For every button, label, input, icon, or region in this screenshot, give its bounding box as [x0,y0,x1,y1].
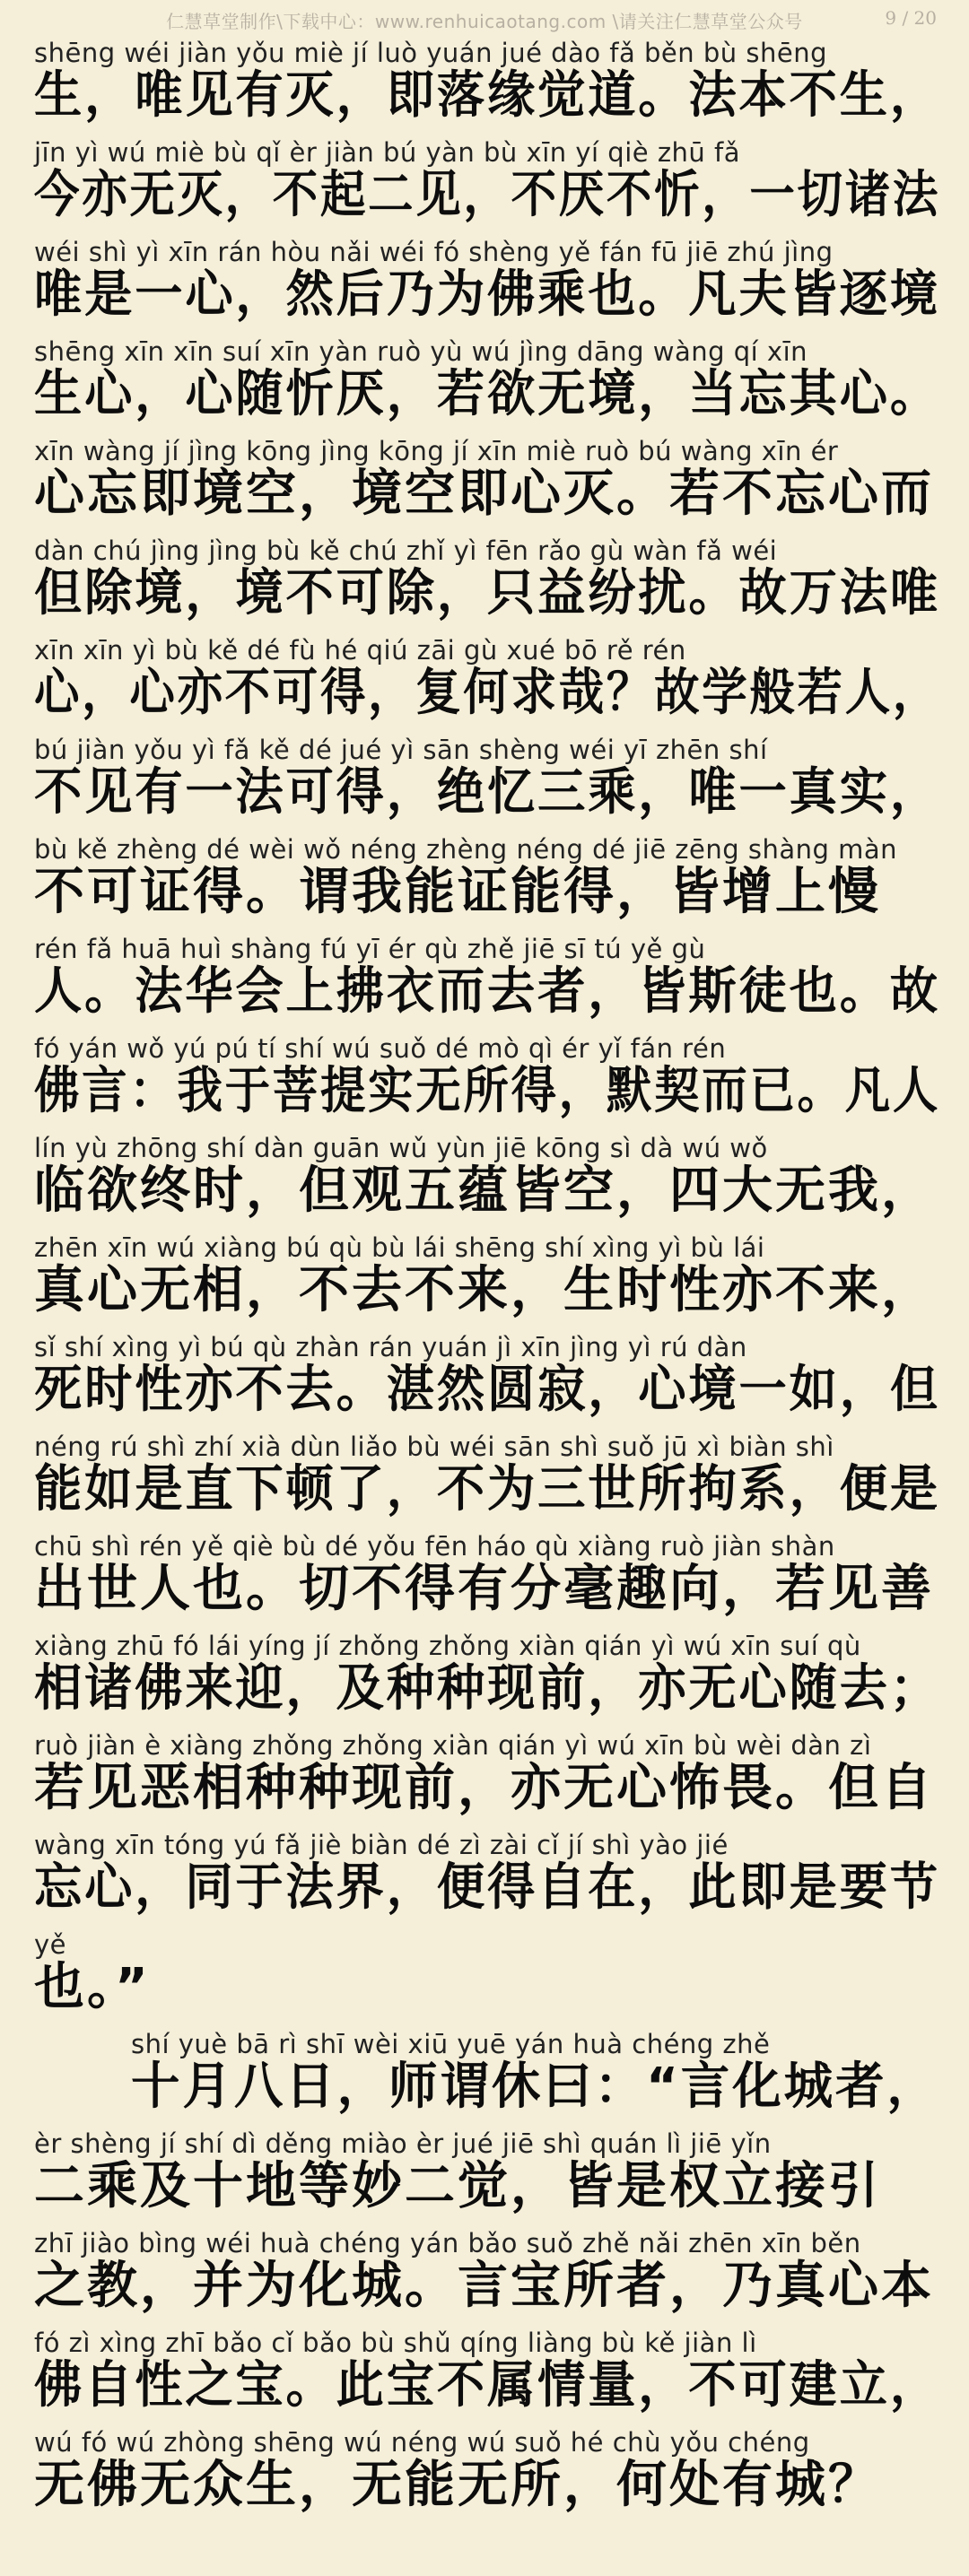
chinese-text: 生心，心随忻厌，若欲无境，当忘其心。 [34,365,940,423]
chinese-text: 十月八日，师谓休曰：“言化城者， [131,2058,938,2116]
text-line [34,1924,940,2023]
pinyin-annotation: dàn chú jìng jìng bù kě chú zhǐ yì fēn rǎo gù wàn fǎ wéi [34,535,778,566]
text-line [34,530,940,630]
pinyin-annotation: fó zì xìng zhī bǎo cǐ bǎo bù shǔ qíng liàng bù kě jiàn lì [34,2328,757,2358]
text-line [34,729,940,829]
chinese-text: 忘心，同于法界，便得自在，此即是要节 [34,1858,940,1917]
pinyin-annotation: shēng wéi jiàn yǒu miè jí luò yuán jué dào fǎ běn bù shēng [34,38,827,68]
text-line [34,1526,940,1625]
chinese-text: 也。” [34,1958,151,2016]
text-line [34,32,940,132]
pinyin-annotation: fó yán wǒ yú pú tí shí wú suǒ dé mò qì ér yǐ fán rén [34,1033,727,1064]
pinyin-annotation: chū shì rén yě qiè bù dé yǒu fēn háo qù xiàng ruò jiàn shàn [34,1531,835,1562]
chinese-text: 能如是直下顿了，不为三世所拘系，便是 [34,1460,940,1519]
text-line [34,1327,940,1426]
chinese-text: 心忘即境空，境空即心灭。若不忘心而 [34,465,934,523]
pinyin-annotation: wéi shì yì xīn rán hòu nǎi wéi fó shèng yě fán fū jiē zhú jìng [34,237,834,267]
chinese-text: 之教，并为化城。言宝所者，乃真心本 [34,2257,934,2315]
chinese-text: 死时性亦不去。湛然圆寂，心境一如，但 [34,1361,940,1419]
chinese-text: 出世人也。切不得有分毫趣向，若见善 [34,1560,934,1618]
pinyin-annotation: shí yuè bā rì shī wèi xiū yuē yán huà chéng zhě [131,2029,771,2059]
pinyin-annotation: zhēn xīn wú xiàng bú qù bù lái shēng shí xìng yì bù lái [34,1232,765,1263]
text-line [34,2223,940,2322]
chinese-text: 但除境，境不可除，只益纷扰。故万法唯 [34,564,940,622]
text-line [34,1625,940,1725]
pinyin-annotation: néng rú shì zhí xià dùn liǎo bù wéi sān shì suǒ jū xì biàn shì [34,1432,834,1462]
text-line [34,630,940,729]
pinyin-annotation: rén fǎ huā huì shàng fú yī ér qù zhě jiē sī tú yě gù [34,934,706,964]
text-line [34,331,940,431]
pinyin-annotation: èr shèng jí shí dì děng miào èr jué jiē shì quán lì jiē yǐn [34,2128,772,2159]
chinese-text: 若见恶相种种现前，亦无心怖畏。但自 [34,1759,934,1817]
chinese-text: 无佛无众生，无能无所，何处有城？ [34,2456,881,2514]
chinese-text: 相诸佛来迎，及种种现前，亦无心随去； [34,1659,940,1718]
text-line [34,2123,940,2223]
pinyin-annotation: zhī jiào bìng wéi huà chéng yán bǎo suǒ zhě nǎi zhēn xīn běn [34,2228,861,2258]
text-line [34,1426,940,1526]
pinyin-annotation: lín yù zhōng shí dàn guān wǔ yùn jiē kōng sì dà wú wǒ [34,1133,768,1163]
text-line [34,2322,940,2422]
pinyin-annotation: bù kě zhèng dé wèi wǒ néng zhèng néng dé jiē zēng shàng màn [34,834,898,865]
header-watermark-text: 仁慧草堂制作\下载中心：www.renhuicaotang.com \请关注仁慧草堂公众号 [166,11,803,32]
text-line [34,928,940,1028]
pinyin-annotation: wàng xīn tóng yú fǎ jiè biàn dé zì zài cǐ jí shì yào jié [34,1830,729,1860]
chinese-text: 佛自性之宝。此宝不属情量，不可建立， [34,2356,940,2415]
text-line [34,1028,940,1127]
pinyin-annotation: wú fó wú zhòng shēng wú néng wú suǒ hé chù yǒu chéng [34,2427,810,2458]
text-line [34,431,940,530]
pinyin-annotation: ruò jiàn è xiàng zhǒng zhǒng xiàn qián yì wú xīn bù wèi dàn zì [34,1730,872,1761]
chinese-text: 不可证得。谓我能证能得，皆增上慢 [34,863,881,921]
text-line [34,1227,940,1327]
text-line [34,132,940,231]
pinyin-annotation: yě [34,1929,67,1960]
pinyin-annotation: xīn xīn yì bù kě dé fù hé qiú zāi gù xué bō rě rén [34,635,686,666]
pinyin-annotation: jīn yì wú miè bù qǐ èr jiàn bú yàn bù xīn yí qiè zhū fǎ [34,137,740,168]
text-line [34,1824,940,1924]
chinese-text: 真心无相，不去不来，生时性亦不来， [34,1261,934,1319]
chinese-text: 今亦无灭，不起二见，不厌不忻，一切诸法 [34,166,941,224]
chinese-text: 临欲终时，但观五蕴皆空，四大无我， [34,1162,934,1220]
pinyin-annotation: sǐ shí xìng yì bú qù zhàn rán yuán jì xīn jìng yì rú dàn [34,1332,747,1362]
scripture-text-body [34,32,940,2521]
text-line [34,2023,940,2123]
chinese-text: 佛言：我于菩提实无所得，默契而已。凡人 [34,1062,941,1120]
text-line [34,2422,940,2521]
pinyin-annotation: xīn wàng jí jìng kōng jìng kōng jí xīn miè ruò bú wàng xīn ér [34,436,839,466]
pinyin-annotation: bú jiàn yǒu yì fǎ kě dé jué yì sān shèng wéi yī zhēn shí [34,735,768,765]
chinese-text: 不见有一法可得，绝忆三乘，唯一真实， [34,763,940,822]
text-line [34,1127,940,1227]
pinyin-annotation: shēng xīn xīn suí xīn yàn ruò yù wú jìng dāng wàng qí xīn [34,336,808,367]
chinese-text: 人。法华会上拂衣而去者，皆斯徒也。故 [34,962,940,1021]
text-line [34,1725,940,1824]
chinese-text: 生，唯见有灭，即落缘觉道。法本不生， [34,66,940,125]
chinese-text: 心，心亦不可得，复何求哉？故学般若人， [34,664,941,722]
chinese-text: 唯是一心，然后乃为佛乘也。凡夫皆逐境 [34,265,940,324]
chinese-text: 二乘及十地等妙二觉，皆是权立接引 [34,2157,881,2215]
page-number: 9 / 20 [885,7,937,29]
text-line [34,829,940,928]
pinyin-annotation: xiàng zhū fó lái yíng jí zhǒng zhǒng xiàn qián yì wú xīn suí qù [34,1631,861,1661]
text-line [34,231,940,331]
